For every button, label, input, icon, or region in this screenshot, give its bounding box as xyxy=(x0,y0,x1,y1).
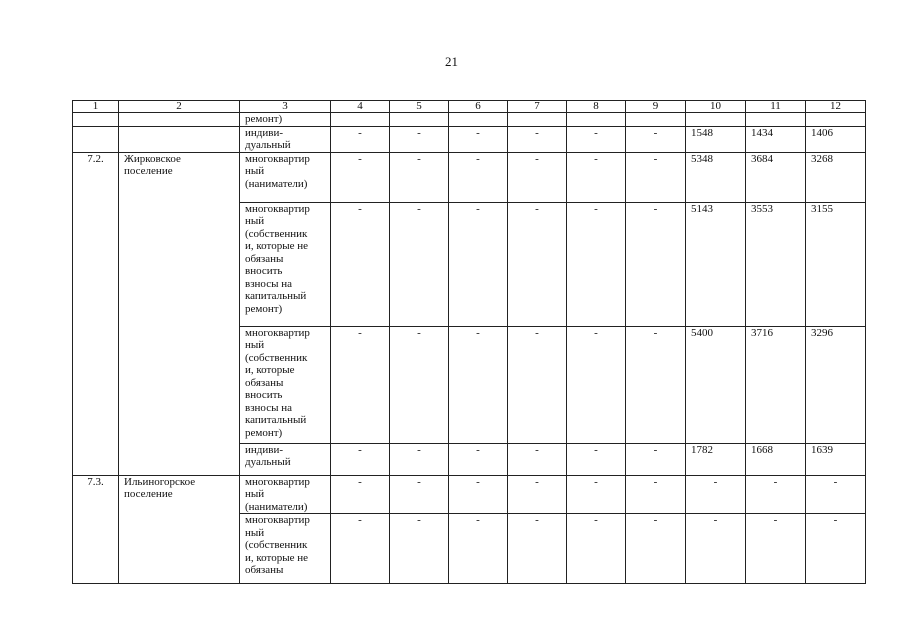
value-cell: - xyxy=(686,514,746,584)
index-cell: 7.3. xyxy=(73,475,119,584)
header-cell: 10 xyxy=(686,101,746,113)
dash-cell: - xyxy=(331,126,390,152)
value-cell: 1434 xyxy=(746,126,806,152)
dash-cell: - xyxy=(390,152,449,202)
housing-type-line: ный xyxy=(245,165,265,177)
dash-cell: - xyxy=(626,152,686,202)
housing-type-cell xyxy=(240,443,331,475)
dash-cell: - xyxy=(567,326,626,443)
dash-cell: - xyxy=(449,202,508,326)
value-cell: - xyxy=(806,514,866,584)
value-cell: 3716 xyxy=(746,326,806,443)
housing-type-line: ремонт) xyxy=(245,426,283,439)
housing-type-line: ный xyxy=(245,215,265,227)
housing-type-line: обязаны xyxy=(245,376,284,389)
value-cell xyxy=(686,113,746,127)
value-cell xyxy=(626,113,686,127)
settlement-name-line: Жирковское xyxy=(124,152,181,165)
value-cell: 1639 xyxy=(806,443,866,475)
dash-cell: - xyxy=(331,326,390,443)
housing-type-line: дуальный xyxy=(245,139,291,151)
value-cell: 3296 xyxy=(806,326,866,443)
dash-cell: - xyxy=(508,475,567,514)
housing-type-line: многоквартир xyxy=(245,475,310,488)
value-cell: - xyxy=(746,514,806,584)
housing-type-cell xyxy=(240,152,331,202)
dash-cell: - xyxy=(390,514,449,584)
housing-type-cell xyxy=(240,475,331,514)
dash-cell: - xyxy=(331,475,390,514)
index-cell xyxy=(73,113,119,127)
housing-type-line: (собственник xyxy=(245,351,308,364)
housing-type-line: и, которые xyxy=(245,364,295,376)
dash-cell: - xyxy=(567,152,626,202)
header-cell: 5 xyxy=(390,101,449,113)
value-cell: 1548 xyxy=(686,126,746,152)
header-row xyxy=(73,101,866,113)
settlement-cell xyxy=(119,126,240,152)
housing-type-line: ный xyxy=(245,339,265,351)
value-cell: 3155 xyxy=(806,202,866,326)
value-cell xyxy=(331,113,390,127)
table-row xyxy=(73,126,866,152)
value-cell xyxy=(508,113,567,127)
dash-cell: - xyxy=(390,126,449,152)
dash-cell: - xyxy=(390,475,449,514)
value-cell: - xyxy=(746,475,806,514)
settlement-cell xyxy=(119,152,240,475)
header-cell: 11 xyxy=(746,101,806,113)
dash-cell: - xyxy=(567,126,626,152)
housing-type-line: обязаны xyxy=(245,252,284,265)
value-cell: 5143 xyxy=(686,202,746,326)
dash-cell: - xyxy=(449,126,508,152)
dash-cell: - xyxy=(331,443,390,475)
housing-type-cell xyxy=(240,202,331,326)
dash-cell: - xyxy=(449,152,508,202)
header-cell: 2 xyxy=(119,101,240,113)
dash-cell: - xyxy=(567,443,626,475)
dash-cell: - xyxy=(508,202,567,326)
dash-cell: - xyxy=(508,152,567,202)
header-cell: 12 xyxy=(806,101,866,113)
dash-cell: - xyxy=(626,443,686,475)
dash-cell: - xyxy=(449,443,508,475)
header-cell: 9 xyxy=(626,101,686,113)
housing-type-line: дуальный xyxy=(245,456,291,468)
dash-cell: - xyxy=(567,202,626,326)
housing-type-cell: ремонт) xyxy=(240,113,331,127)
housing-type-line: индиви- xyxy=(245,126,284,139)
dash-cell: - xyxy=(508,443,567,475)
housing-type-line: многоквартир xyxy=(245,202,310,215)
value-cell: 1668 xyxy=(746,443,806,475)
settlement-name-line: Ильиногорское xyxy=(124,475,196,488)
header-cell: 1 xyxy=(73,101,119,113)
housing-type-line: индиви- xyxy=(245,443,284,456)
dash-cell: - xyxy=(390,202,449,326)
value-cell: 3684 xyxy=(746,152,806,202)
dash-cell: - xyxy=(449,475,508,514)
dash-cell: - xyxy=(449,514,508,584)
housing-type-cell xyxy=(240,326,331,443)
housing-type-cell xyxy=(240,126,331,152)
housing-type-line: многоквартир xyxy=(245,152,310,165)
header-cell: 8 xyxy=(567,101,626,113)
dash-cell: - xyxy=(390,326,449,443)
dash-cell: - xyxy=(331,202,390,326)
header-cell: 7 xyxy=(508,101,567,113)
dash-cell: - xyxy=(508,326,567,443)
housing-type-line: капитальный xyxy=(245,414,307,426)
housing-type-line: и, которые не xyxy=(245,240,308,252)
page-number: 21 xyxy=(445,54,458,69)
table-row xyxy=(73,152,866,202)
housing-type-line: вносить xyxy=(245,265,283,277)
value-cell: 3268 xyxy=(806,152,866,202)
header-cell: 3 xyxy=(240,101,331,113)
value-cell xyxy=(746,113,806,127)
index-cell: 7.2. xyxy=(73,152,119,475)
dash-cell: - xyxy=(626,126,686,152)
table-row-continued xyxy=(73,113,866,127)
settlement-name-line: поселение xyxy=(124,488,173,500)
housing-type-line: обязаны xyxy=(245,564,284,576)
settlement-cell xyxy=(119,475,240,584)
value-cell: 1782 xyxy=(686,443,746,475)
housing-type-line: капитальный xyxy=(245,290,307,302)
table-row xyxy=(73,475,866,514)
dash-cell: - xyxy=(626,202,686,326)
housing-type-line: многоквартир xyxy=(245,326,310,339)
value-cell: - xyxy=(686,475,746,514)
housing-type-line: (собственник xyxy=(245,539,308,551)
dash-cell: - xyxy=(567,514,626,584)
dash-cell: - xyxy=(567,475,626,514)
value-cell: 1406 xyxy=(806,126,866,152)
housing-type-line: и, которые не xyxy=(245,551,308,564)
settlement-cell xyxy=(119,113,240,127)
dash-cell: - xyxy=(331,152,390,202)
dash-cell: - xyxy=(626,475,686,514)
dash-cell: - xyxy=(331,514,390,584)
value-cell: 3553 xyxy=(746,202,806,326)
settlement-name-line: поселение xyxy=(124,165,173,177)
value-cell: 5400 xyxy=(686,326,746,443)
housing-type-line: взносы на xyxy=(245,401,292,414)
housing-type-line: ный xyxy=(245,488,265,500)
value-cell xyxy=(806,113,866,127)
housing-type-line: (наниматели) xyxy=(245,500,308,513)
housing-type-cell xyxy=(240,514,331,584)
dash-cell: - xyxy=(508,514,567,584)
value-cell xyxy=(449,113,508,127)
housing-type-line: ный xyxy=(245,526,265,539)
dash-cell: - xyxy=(626,326,686,443)
header-cell: 6 xyxy=(449,101,508,113)
dash-cell: - xyxy=(390,443,449,475)
housing-type-line: вносить xyxy=(245,389,283,401)
housing-type-line: ремонт) xyxy=(245,302,283,315)
dash-cell: - xyxy=(508,126,567,152)
value-cell xyxy=(390,113,449,127)
housing-type-line: (наниматели) xyxy=(245,177,308,190)
dash-cell: - xyxy=(449,326,508,443)
housing-type-line: (собственник xyxy=(245,227,308,240)
value-cell: - xyxy=(806,475,866,514)
value-cell: 5348 xyxy=(686,152,746,202)
housing-type-line: взносы на xyxy=(245,277,292,290)
value-cell xyxy=(567,113,626,127)
dash-cell: - xyxy=(626,514,686,584)
housing-type-line: многоквартир xyxy=(245,514,310,526)
index-cell xyxy=(73,126,119,152)
header-cell: 4 xyxy=(331,101,390,113)
tariff-table xyxy=(72,100,866,584)
